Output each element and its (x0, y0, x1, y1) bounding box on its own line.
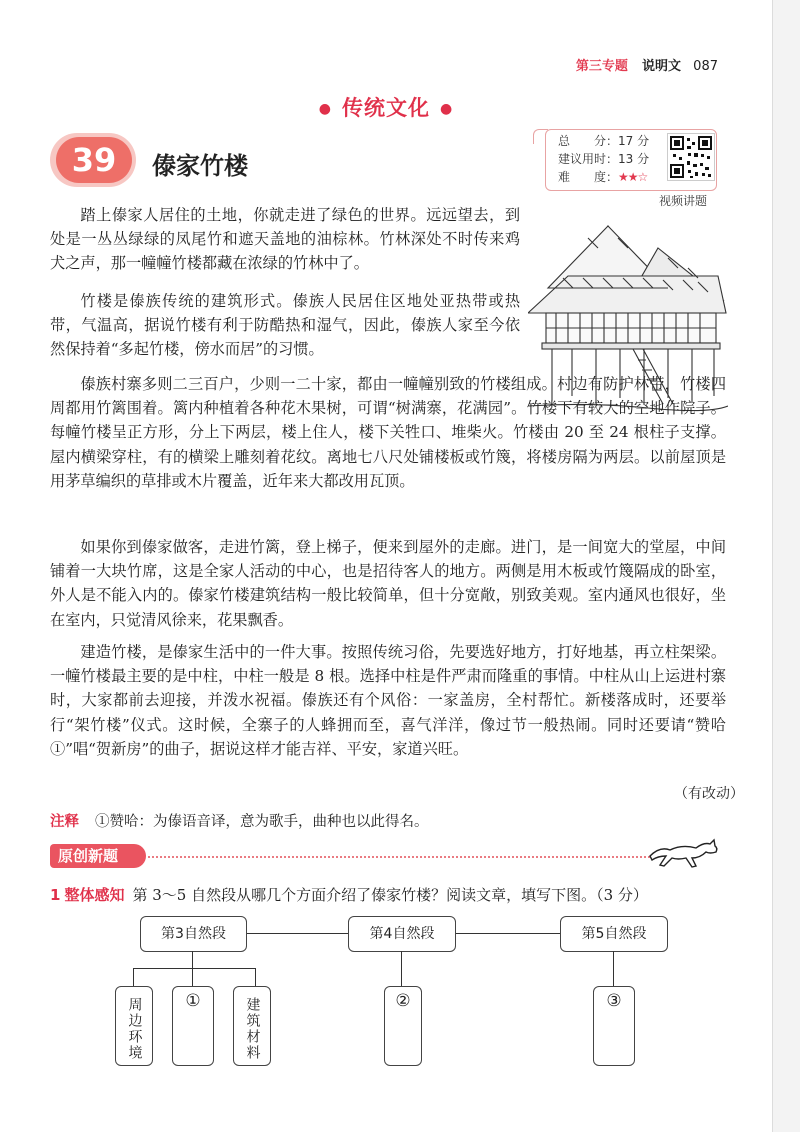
answer-blank-2[interactable] (384, 986, 422, 1066)
article-title: 傣家竹楼 (152, 152, 248, 180)
connector-p5-down (613, 951, 614, 986)
dotted-divider (148, 856, 650, 858)
header-genre: 说明文 (642, 59, 682, 74)
paragraph-2: 竹楼是傣族传统的建筑形式。傣族人民居住区地处亚热带或热带，气温高，据说竹楼有利于防酷热和湿气，因此，傣族人家至今依然保持着“多起竹楼，傍水而居”的习惯。 (50, 292, 520, 359)
running-cat-icon (648, 836, 720, 870)
leaf-surroundings-text: 周边环境 (126, 997, 143, 1061)
info-lines (558, 132, 649, 186)
lesson-number-badge: 39 (56, 137, 132, 183)
leaf-materials (233, 986, 271, 1066)
header-topic: 第三专题 (575, 59, 628, 74)
video-caption: 视频讲题 (659, 194, 708, 208)
blank-1-marker: ① (185, 991, 201, 1011)
bullet-dot-icon: ● (440, 101, 454, 117)
answer-blank-3[interactable] (593, 986, 635, 1066)
time-label: 建议用时： (558, 152, 619, 166)
score-value: 17 分 (618, 134, 650, 148)
blank-3-marker: ③ (606, 991, 622, 1011)
annotation-note (50, 810, 429, 831)
leaf-materials-text: 建筑材料 (244, 997, 261, 1061)
connector-p3-branch (133, 968, 255, 969)
question-number: 1 (50, 886, 61, 904)
paragraph-4: 如果你到傣家做客，走进竹篱，登上梯子，便来到屋外的走廊。进门，是一间宽大的堂屋，中间铺着一大块竹席，这是全家人活动的中心，也是招待客人的地方。两侧是用木板或竹篾隔成的卧室，外人是不能入内的。傣家竹楼建筑结构一般比较简单，但十分宽敞，别致美观。室内通风也很好，坐在室内，只觉清风徐来，花果飘香。 (50, 538, 726, 629)
answer-blank-1[interactable] (172, 986, 214, 1066)
score-label: 总 分： (558, 134, 619, 148)
connector-p3-down (192, 951, 193, 968)
question-1 (50, 884, 648, 905)
section-title-text: 传统文化 (342, 96, 430, 120)
blank-2-marker: ② (395, 991, 411, 1011)
section-title (0, 92, 772, 122)
paragraph-1: 踏上傣家人居住的土地，你就走进了绿色的世界。远远望去，到处是一丛丛绿绿的凤尾竹和遮天盖地的油棕林。竹林深处不时传来鸡犬之声，那一幢幢竹楼都藏在浓绿的竹林中了。 (50, 206, 520, 273)
question-text: 第 3～5 自然段从哪几个方面介绍了傣家竹楼？阅读文章，填写下图。（3 分） (132, 886, 648, 904)
adaptation-credit: （有改动） (674, 786, 744, 802)
leaf-surroundings (115, 986, 153, 1066)
original-question-tag: 原创新题 (50, 844, 146, 868)
paragraph-5: 建造竹楼，是傣家生活中的一件大事。按照传统习俗，先要选好地方，打好地基，再立柱架梁。一幢竹楼最主要的是中柱，中柱一般是 8 根。选择中柱是件严肃而隆重的事情。中柱从山上运进村寨时，大家都前去迎接，并泼水祝福。傣族还有个风俗：一家盖房，全村帮忙。新楼落成时，还要举行“架竹楼”仪式。这时候，全寨子的人蜂拥而至，喜气洋洋，像过节一般热闹。同时还要请“赞哈①”唱“贺新房”的曲子，据说这样才能吉祥、平安，家道兴旺。 (50, 643, 726, 758)
question-label: 整体感知 (64, 886, 125, 904)
difficulty-label: 难 度： (558, 170, 619, 184)
connector-leaf-1 (133, 968, 134, 986)
time-value: 13 分 (618, 152, 650, 166)
page-header (576, 55, 718, 74)
box-paragraph-5: 第5自然段 (560, 916, 668, 952)
page-number: 087 (693, 59, 718, 74)
bullet-dot-icon: ● (318, 101, 332, 117)
connector-leaf-2 (192, 968, 193, 986)
connector-p4-down (401, 951, 402, 986)
note-text: ①赞哈：为傣语音译，意为歌手，曲种也以此得名。 (95, 814, 429, 830)
note-label: 注释 (50, 814, 79, 830)
connector-leaf-3 (255, 968, 256, 986)
paragraph-3: 傣族村寨多则二三百户，少则一二十家，都由一幢幢别致的竹楼组成。村边有防护林带，竹楼四周都用竹篱围着。篱内种植着各种花木果树，可谓“树满寨，花满园”。竹楼下有较大的空地作院子。每幢竹楼呈正方形，分上下两层，楼上住人，楼下关牲口、堆柴火。竹楼由 20 至 24 根柱子支撑。屋内横梁穿柱，有的横梁上雕刻着花纹。离地七八尺处铺楼板或竹篾，将楼房隔为两层。以前屋顶是用茅草编织的草排或木片覆盖，近年来大都改用瓦顶。 (50, 375, 726, 490)
page-edge (772, 0, 800, 1132)
qr-code-icon[interactable] (667, 133, 715, 181)
box-paragraph-3: 第3自然段 (140, 916, 247, 952)
box-paragraph-4: 第4自然段 (348, 916, 456, 952)
difficulty-stars: ★★☆ (618, 170, 648, 184)
